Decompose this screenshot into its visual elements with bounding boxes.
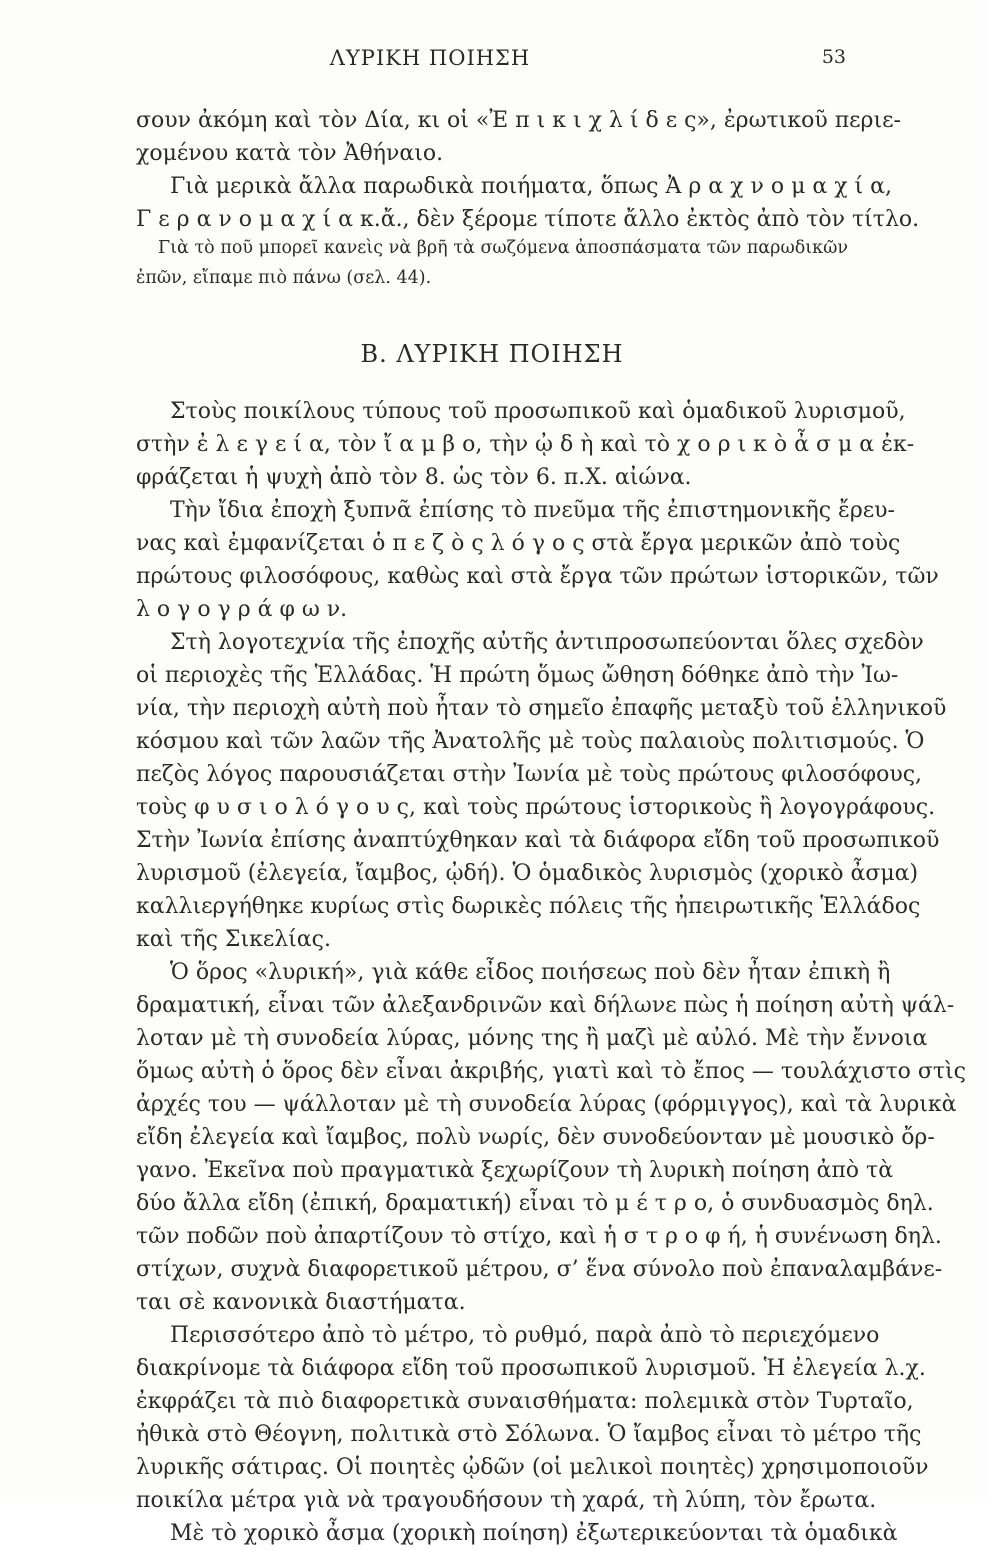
text-line: Περισσότερο ἀπὸ τὸ μέτρο, τὸ ρυθμό, παρὰ ἀπὸ τὸ περιεχόμενο xyxy=(170,1323,880,1348)
text-line: διακρίνομε τὰ διάφορα εἴδη τοῦ προσωπικοῦ λυρισμοῦ. Ἡ ἐλεγεία λ.χ. xyxy=(136,1356,926,1381)
text-line: πεζὸς λόγος παρουσιάζεται στὴν Ἰωνία μὲ τοὺς πρώτους φιλοσόφους, xyxy=(136,762,923,787)
text-line: στὴν ἐ λ ε γ ε ί α, τὸν ἴ α μ β ο, τὴν ᾠ δ ὴ καὶ τὸ χ ο ρ ι κ ὸ ἆ σ μ α ἐκ- xyxy=(136,432,915,457)
text-line: Ὁ ὅρος «λυρική», γιὰ κάθε εἶδος ποιήσεως ποὺ δὲν ἦταν ἐπικὴ ἢ xyxy=(170,960,891,985)
text-line: λυρισμοῦ (ἐλεγεία, ἴαμβος, ᾠδή). Ὁ ὁμαδικὸς λυρισμὸς (χορικὸ ἆσμα) xyxy=(136,861,919,886)
text-line: Τὴν ἴδια ἐποχὴ ξυπνᾶ ἐπίσης τὸ πνεῦμα τῆς ἐπιστημονικῆς ἔρευ- xyxy=(170,498,895,523)
text-line: ἠθικὰ στὸ Θέογνη, πολιτικὰ στὸ Σόλωνα. Ὁ ἴαμβος εἶναι τὸ μέτρο τῆς xyxy=(136,1422,922,1447)
text-line: ὅμως αὐτὴ ὁ ὅρος δὲν εἶναι ἀκριβής, γιατὶ καὶ τὸ ἔπος — τουλάχιστο στὶς xyxy=(136,1059,966,1084)
footnote-line: ἐπῶν, εἴπαμε πιὸ πάνω (σελ. 44). xyxy=(136,268,432,288)
section-heading: Β. ΛΥΡΙΚΗ ΠΟΙΗΣΗ xyxy=(360,340,624,368)
text-line: χομένου κατὰ τὸν Ἀθήναιο. xyxy=(136,141,444,166)
top-paragraph xyxy=(136,104,920,236)
text-line: τοὺς φ υ σ ι ο λ ό γ ο υ ς, καὶ τοὺς πρώτους ἱστορικοὺς ἢ λογογράφους. xyxy=(136,795,936,820)
text-line: καλλιεργήθηκε κυρίως στὶς δωρικὲς πόλεις τῆς ἠπειρωτικῆς Ἑλλάδος xyxy=(136,894,921,919)
body-text xyxy=(136,395,966,1550)
page-number: 53 xyxy=(821,46,846,68)
text-line: δύο ἄλλα εἴδη (ἐπική, δραματική) εἶναι τὸ μ έ τ ρ ο, ὁ συνδυασμὸς δηλ. xyxy=(136,1191,934,1216)
text-line: φράζεται ἡ ψυχὴ ἀπὸ τὸν 8. ὡς τὸν 6. π.Χ. αἰώνα. xyxy=(136,465,692,490)
text-line: Γ ε ρ α ν ο μ α χ ί α κ.ἄ., δὲν ξέρομε τίποτε ἄλλο ἐκτὸς ἀπὸ τὸν τίτλο. xyxy=(136,207,920,232)
text-line: λυρικῆς σάτιρας. Οἱ ποιητὲς ᾠδῶν (οἱ μελικοὶ ποιητὲς) χρησιμοποιοῦν xyxy=(136,1455,929,1480)
text-line: ἀρχές του — ψάλλοταν μὲ τὴ συνοδεία λύρας (φόρμιγγος), καὶ τὰ λυρικὰ xyxy=(136,1092,957,1117)
text-line: Στὴ λογοτεχνία τῆς ἐποχῆς αὐτῆς ἀντιπροσωπεύονται ὅλες σχεδὸν xyxy=(170,630,924,655)
text-line: τῶν ποδῶν ποὺ ἀπαρτίζουν τὸ στίχο, καὶ ἡ σ τ ρ ο φ ή, ἡ συνένωση δηλ. xyxy=(136,1224,942,1249)
text-line: καὶ τῆς Σικελίας. xyxy=(136,927,331,952)
footnote xyxy=(136,233,848,293)
text-line: δραματική, εἶναι τῶν ἀλεξανδρινῶν καὶ δήλωνε πὼς ἡ ποίηση αὐτὴ ψάλ- xyxy=(136,993,955,1018)
text-line: Γιὰ μερικὰ ἄλλα παρωδικὰ ποιήματα, ὅπως Ἀ ρ α χ ν ο μ α χ ί α, xyxy=(170,174,893,199)
text-line: νας καὶ ἐμφανίζεται ὁ π ε ζ ὸ ς λ ό γ ο ς στὰ ἔργα μερικῶν ἀπὸ τοὺς xyxy=(136,531,901,556)
text-line: κόσμου καὶ τῶν λαῶν τῆς Ἀνατολῆς μὲ τοὺς παλαιοὺς πολιτισμούς. Ὁ xyxy=(136,729,925,754)
text-line: λοταν μὲ τὴ συνοδεία λύρας, μόνης της ἢ μαζὶ μὲ αὐλό. Μὲ τὴν ἔννοια xyxy=(136,1026,928,1051)
text-line: Στοὺς ποικίλους τύπους τοῦ προσωπικοῦ καὶ ὁμαδικοῦ λυρισμοῦ, xyxy=(170,399,906,424)
text-line: ποικίλα μέτρα γιὰ νὰ τραγουδήσουν τὴ χαρά, τὴ λύπη, τὸν ἔρωτα. xyxy=(136,1488,877,1513)
text-line: λ ο γ ο γ ρ ά φ ω ν. xyxy=(136,597,348,622)
text-line: οἱ περιοχὲς τῆς Ἑλλάδας. Ἡ πρώτη ὅμως ὤθηση δόθηκε ἀπὸ τὴν Ἰω- xyxy=(136,663,899,688)
text-line: Μὲ τὸ χορικὸ ἆσμα (χορικὴ ποίηση) ἐξωτερικεύονται τὰ ὁμαδικὰ xyxy=(170,1521,898,1546)
footnote-line: Γιὰ τὸ ποῦ μπορεῖ κανεὶς νὰ βρῆ τὰ σωζόμενα ἀποσπάσματα τῶν παρωδικῶν xyxy=(158,238,848,258)
text-line: στίχων, συχνὰ διαφορετικοῦ μέτρου, σ’ ἕνα σύνολο ποὺ ἐπαναλαμβάνε- xyxy=(136,1257,943,1282)
running-title: ΛΥΡΙΚΗ ΠΟΙΗΣΗ xyxy=(329,46,531,70)
text-line: γανο. Ἐκεῖνα ποὺ πραγματικὰ ξεχωρίζουν τὴ λυρικὴ ποίηση ἀπὸ τὰ xyxy=(136,1158,894,1183)
text-line: νία, τὴν περιοχὴ αὐτὴ ποὺ ἦταν τὸ σημεῖο ἐπαφῆς μεταξὺ τοῦ ἑλληνικοῦ xyxy=(136,696,947,721)
text-line: ται σὲ κανονικὰ διαστήματα. xyxy=(136,1290,466,1315)
text-line: σουν ἀκόμη καὶ τὸν Δία, κι οἱ «Ἐ π ι κ ι χ λ ί δ ε ς», ἐρωτικοῦ περιε- xyxy=(136,108,901,133)
text-line: Στὴν Ἰωνία ἐπίσης ἀναπτύχθηκαν καὶ τὰ διάφορα εἴδη τοῦ προσωπικοῦ xyxy=(136,828,940,853)
running-head xyxy=(0,46,987,76)
text-line: ἐκφράζει τὰ πιὸ διαφορετικὰ συναισθήματα: πολεμικὰ στὸν Τυρταῖο, xyxy=(136,1389,914,1414)
text-line: εἴδη ἐλεγεία καὶ ἴαμβος, πολὺ νωρίς, δὲν συνοδεύονταν μὲ μουσικὸ ὄρ- xyxy=(136,1125,935,1150)
text-line: πρώτους φιλοσόφους, καθὼς καὶ στὰ ἔργα τῶν πρώτων ἱστορικῶν, τῶν xyxy=(136,564,939,589)
